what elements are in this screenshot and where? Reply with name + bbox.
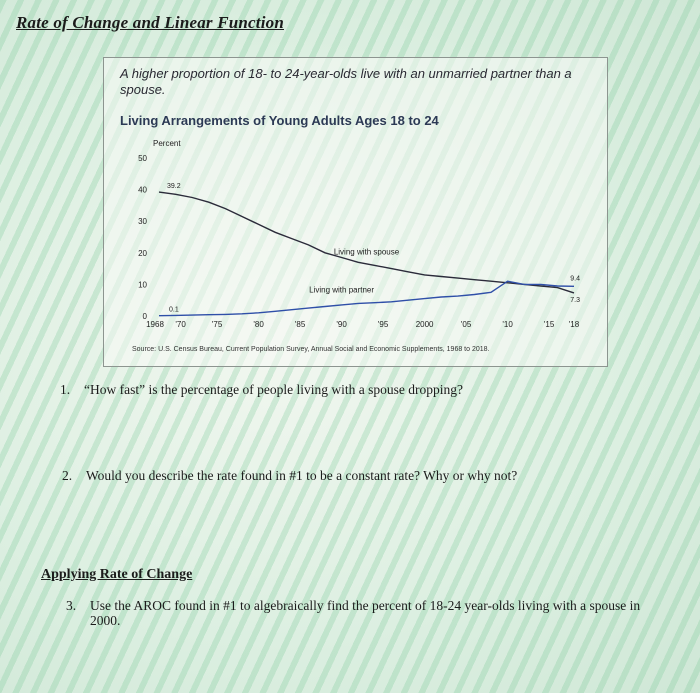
y-tick-label: 40 [138, 185, 147, 195]
question-2 [62, 468, 517, 483]
x-tick-label: '80 [253, 320, 264, 329]
y-tick-label: 10 [138, 280, 147, 290]
data-label: 9.4 [570, 275, 580, 283]
x-tick-label: '18 [568, 320, 580, 329]
question-text: Would you describe the rate found in #1 to be a constant rate? Why or why not? [86, 468, 518, 483]
x-tick-label: '70 [175, 320, 186, 329]
y-tick-label: 0 [142, 312, 147, 321]
question-1 [60, 382, 463, 397]
y-axis-label: Percent [153, 139, 181, 148]
x-tick-label: '95 [377, 320, 389, 329]
chart-title: Living Arrangements of Young Adults Ages 18 to 24 [120, 113, 439, 128]
series-label: Living with spouse [333, 247, 400, 257]
x-tick-label: 2000 [415, 320, 434, 329]
x-tick-label: '90 [336, 320, 347, 329]
question-text: “How fast” is the percentage of people living with a spouse dropping? [84, 382, 464, 397]
line-chart [104, 58, 607, 366]
figure-caption: A higher proportion of 18- to 24-year-olds live with an unmarried partner than a spouse. [120, 66, 572, 97]
page-title: Rate of Change and Linear Function [16, 13, 284, 32]
question-number: 1. [60, 382, 71, 397]
x-tick-label: '10 [502, 320, 513, 329]
question-3 [66, 598, 656, 628]
y-tick-label: 30 [138, 217, 147, 227]
data-label: 39.2 [167, 183, 181, 191]
data-label: 7.3 [570, 296, 580, 304]
question-number: 2. [62, 468, 73, 483]
y-tick-label: 50 [138, 154, 147, 163]
question-text: Use the AROC found in #1 to algebraically find the percent of 18-24 year-olds living with a spouse in 2000. [90, 598, 641, 628]
section-heading: Applying Rate of Change [41, 567, 193, 582]
data-label: 0.1 [169, 306, 179, 314]
x-tick-label: '85 [294, 320, 306, 329]
x-tick-label: '75 [211, 320, 223, 329]
question-number: 3. [66, 598, 77, 613]
figure-box [103, 57, 608, 367]
x-tick-label: '05 [460, 320, 472, 329]
y-tick-label: 20 [138, 248, 147, 258]
series-label: Living with partner [309, 285, 375, 295]
series-line [159, 192, 574, 293]
x-tick-label: '15 [543, 320, 555, 329]
x-tick-label: 1968 [146, 320, 164, 329]
chart-source: Source: U.S. Census Bureau, Current Population Survey, Annual Social and Economic Supplements, 1968 to 2018. [132, 346, 490, 353]
